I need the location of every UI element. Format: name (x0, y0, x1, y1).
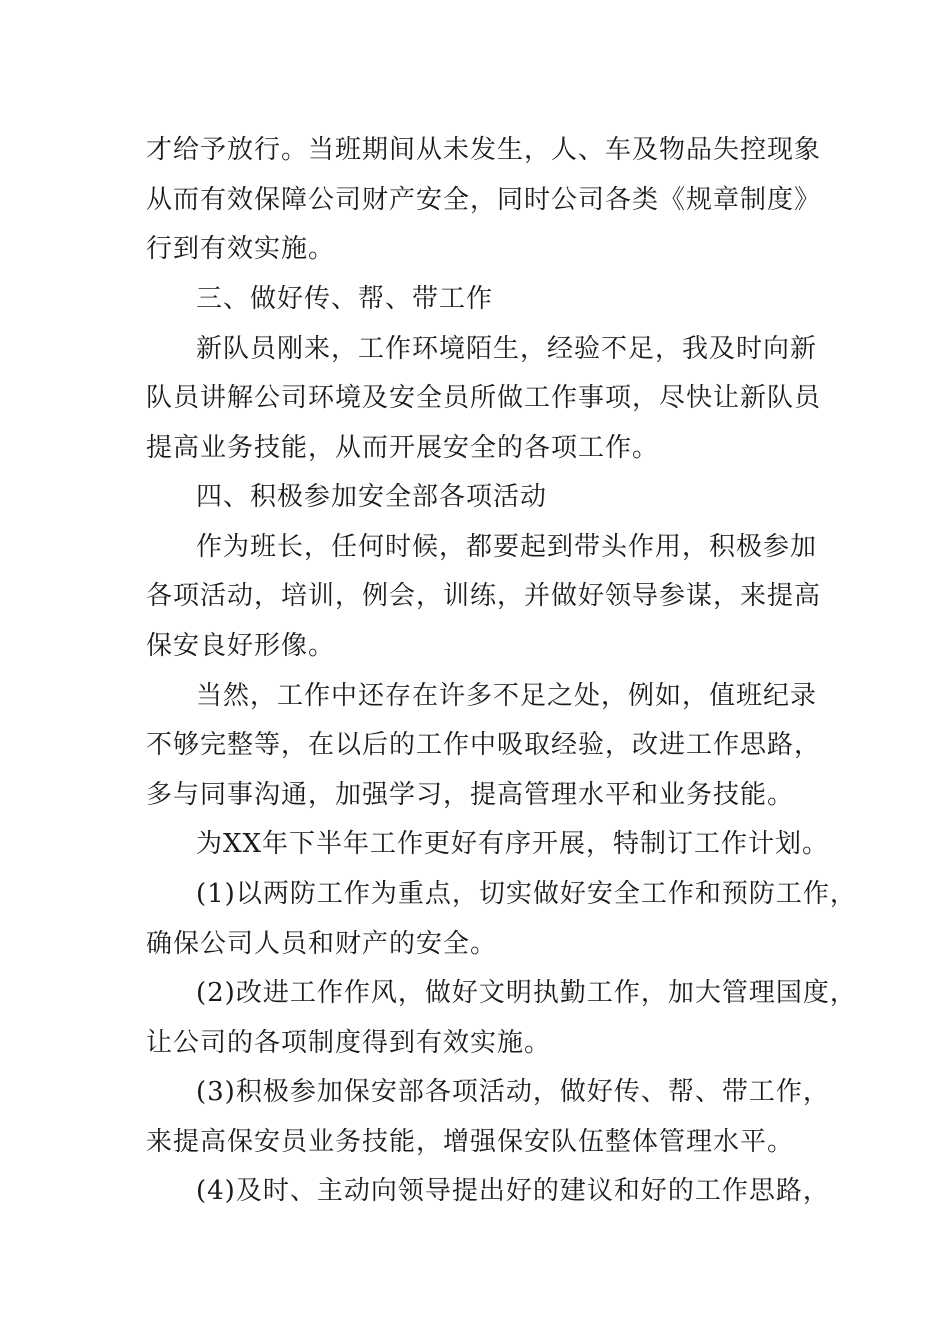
text-line-21: 来提高保安员业务技能，增强保安队伍整体管理水平。 (146, 1127, 795, 1157)
text-line-7: 提高业务技能，从而开展安全的各项工作。 (146, 433, 660, 463)
text-line-9: 作为班长，任何时候，都要起到带头作用，积极参加 (196, 532, 818, 562)
plan-item-3: (3)积极参加保安部各项活动，做好传、帮、带工作， (196, 1077, 830, 1107)
text-line-5: 新队员刚来，工作环境陌生，经验不足，我及时向新 (196, 334, 818, 364)
plan-item-1: (1)以两防工作为重点，切实做好安全工作和预防工作， (196, 879, 857, 909)
text-line-2: 从而有效保障公司财产安全，同时公司各类《规章制度》 (146, 185, 822, 215)
section-heading-4: 四、积极参加安全部各项活动 (196, 482, 548, 512)
section-heading-3: 三、做好传、帮、带工作 (196, 284, 494, 314)
text-line-12: 当然，工作中还存在许多不足之处，例如，值班纪录 (196, 681, 818, 711)
text-line-6: 队员讲解公司环境及安全员所做工作事项，尽快让新队员 (146, 383, 822, 413)
text-line-17: 确保公司人员和财产的安全。 (146, 929, 498, 959)
plan-item-2: (2)改进工作作风，做好文明执勤工作，加大管理国度， (196, 978, 857, 1008)
text-line-11: 保安良好形像。 (146, 631, 336, 661)
text-line-10: 各项活动，培训，例会，训练，并做好领导参谋，来提高 (146, 581, 822, 611)
text-line-19: 让公司的各项制度得到有效实施。 (146, 1028, 552, 1058)
text-line-1: 才给予放行。当班期间从未发生，人、车及物品失控现象 (146, 135, 822, 165)
text-line-13: 不够完整等，在以后的工作中吸取经验，改进工作思路， (146, 730, 822, 760)
text-line-15: 为XX年下半年工作更好有序开展，特制订工作计划。 (196, 829, 830, 859)
plan-item-4: (4)及时、主动向领导提出好的建议和好的工作思路， (196, 1176, 830, 1206)
text-line-3: 行到有效实施。 (146, 234, 336, 264)
text-line-14: 多与同事沟通，加强学习，提高管理水平和业务技能。 (146, 780, 795, 810)
